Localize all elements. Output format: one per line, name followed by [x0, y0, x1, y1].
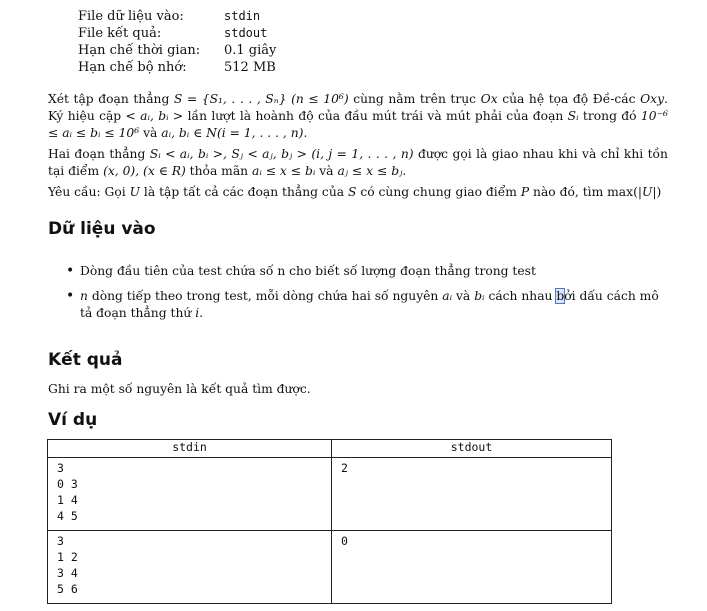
problem-limits [78, 8, 276, 76]
output-section-heading: Kết quả [48, 350, 123, 370]
input-file-value: stdin [224, 9, 261, 23]
output-file-label: File kết quả: [78, 26, 162, 41]
output-line: 0 [341, 534, 348, 548]
stdin-column-header: stdin [48, 440, 332, 458]
bullet-icon: • [66, 288, 75, 304]
input-file-row [78, 8, 276, 25]
memory-limit-value: 512 MB [224, 60, 276, 75]
example-1-output [332, 458, 612, 531]
list-item [66, 263, 671, 280]
input-line: 4 5 [57, 509, 78, 523]
time-limit-row [78, 42, 276, 59]
stdout-column-header: stdout [332, 440, 612, 458]
text-cursor-selection[interactable]: b [556, 289, 565, 303]
input-file-label: File dữ liệu vào: [78, 9, 184, 24]
input-line: 0 3 [57, 477, 78, 491]
table-row [48, 458, 612, 531]
table-row [48, 531, 612, 604]
statement-paragraph-2: Hai đoạn thẳng Sᵢ < aᵢ, bᵢ >, Sⱼ < aⱼ, bⱼ > (i, j = 1, . . . , n) được gọi là giao nhau khi và chỉ khi tồn tại điểm (x, 0), (x ∈ R) thỏa mãn aᵢ ≤ x ≤ bᵢ và aⱼ ≤ x ≤ bⱼ. [48, 147, 668, 178]
input-section-heading: Dữ liệu vào [48, 219, 156, 239]
example-1-input [48, 458, 332, 531]
input-description-list [66, 263, 671, 330]
table-header-row [48, 440, 612, 458]
examples-table [47, 439, 612, 604]
output-line: 2 [341, 461, 348, 475]
problem-statement [48, 91, 668, 201]
input-bullet-2: n dòng tiếp theo trong test, mỗi dòng chứa hai số nguyên aᵢ và bᵢ cách nhau bởi dấu cách mô tả đoạn thẳng thứ i. [80, 289, 659, 320]
memory-limit-label: Hạn chế bộ nhớ: [78, 60, 187, 75]
input-line: 1 2 [57, 550, 78, 564]
time-limit-label: Hạn chế thời gian: [78, 43, 201, 58]
time-limit-value: 0.1 giây [224, 43, 277, 58]
output-description: Ghi ra một số nguyên là kết quả tìm được. [48, 382, 311, 396]
input-bullet-1: Dòng đầu tiên của test chứa số n cho biết số lượng đoạn thẳng trong test [80, 264, 536, 278]
statement-paragraph-3: Yêu cầu: Gọi U là tập tất cả các đoạn thẳng của S có cùng chung giao điểm P nào đó, tìm max(|U|) [48, 185, 662, 199]
statement-paragraph-1: Xét tập đoạn thẳng S = {S₁, . . . , Sₙ} (n ≤ 10⁶) cùng nằm trên trục Ox của hệ tọa độ Đề-các Oxy. Ký hiệu cặp < aᵢ, bᵢ > lần lượt là hoành độ của đầu mút trái và mút phải của đoạn Sᵢ trong đó 10⁻⁶ ≤ aᵢ ≤ bᵢ ≤ 10⁶ và aᵢ, bᵢ ∈ N(i = 1, . . . , n). [48, 92, 668, 140]
input-line: 3 4 [57, 566, 78, 580]
list-item [66, 288, 671, 322]
input-line: 3 [57, 461, 64, 475]
input-line: 5 6 [57, 582, 78, 596]
example-2-input [48, 531, 332, 604]
examples-heading: Ví dụ [48, 410, 98, 430]
example-2-output [332, 531, 612, 604]
input-line: 3 [57, 534, 64, 548]
input-line: 1 4 [57, 493, 78, 507]
memory-limit-row [78, 59, 276, 76]
bullet-icon: • [66, 263, 75, 279]
output-file-value: stdout [224, 26, 268, 40]
output-file-row [78, 25, 276, 42]
